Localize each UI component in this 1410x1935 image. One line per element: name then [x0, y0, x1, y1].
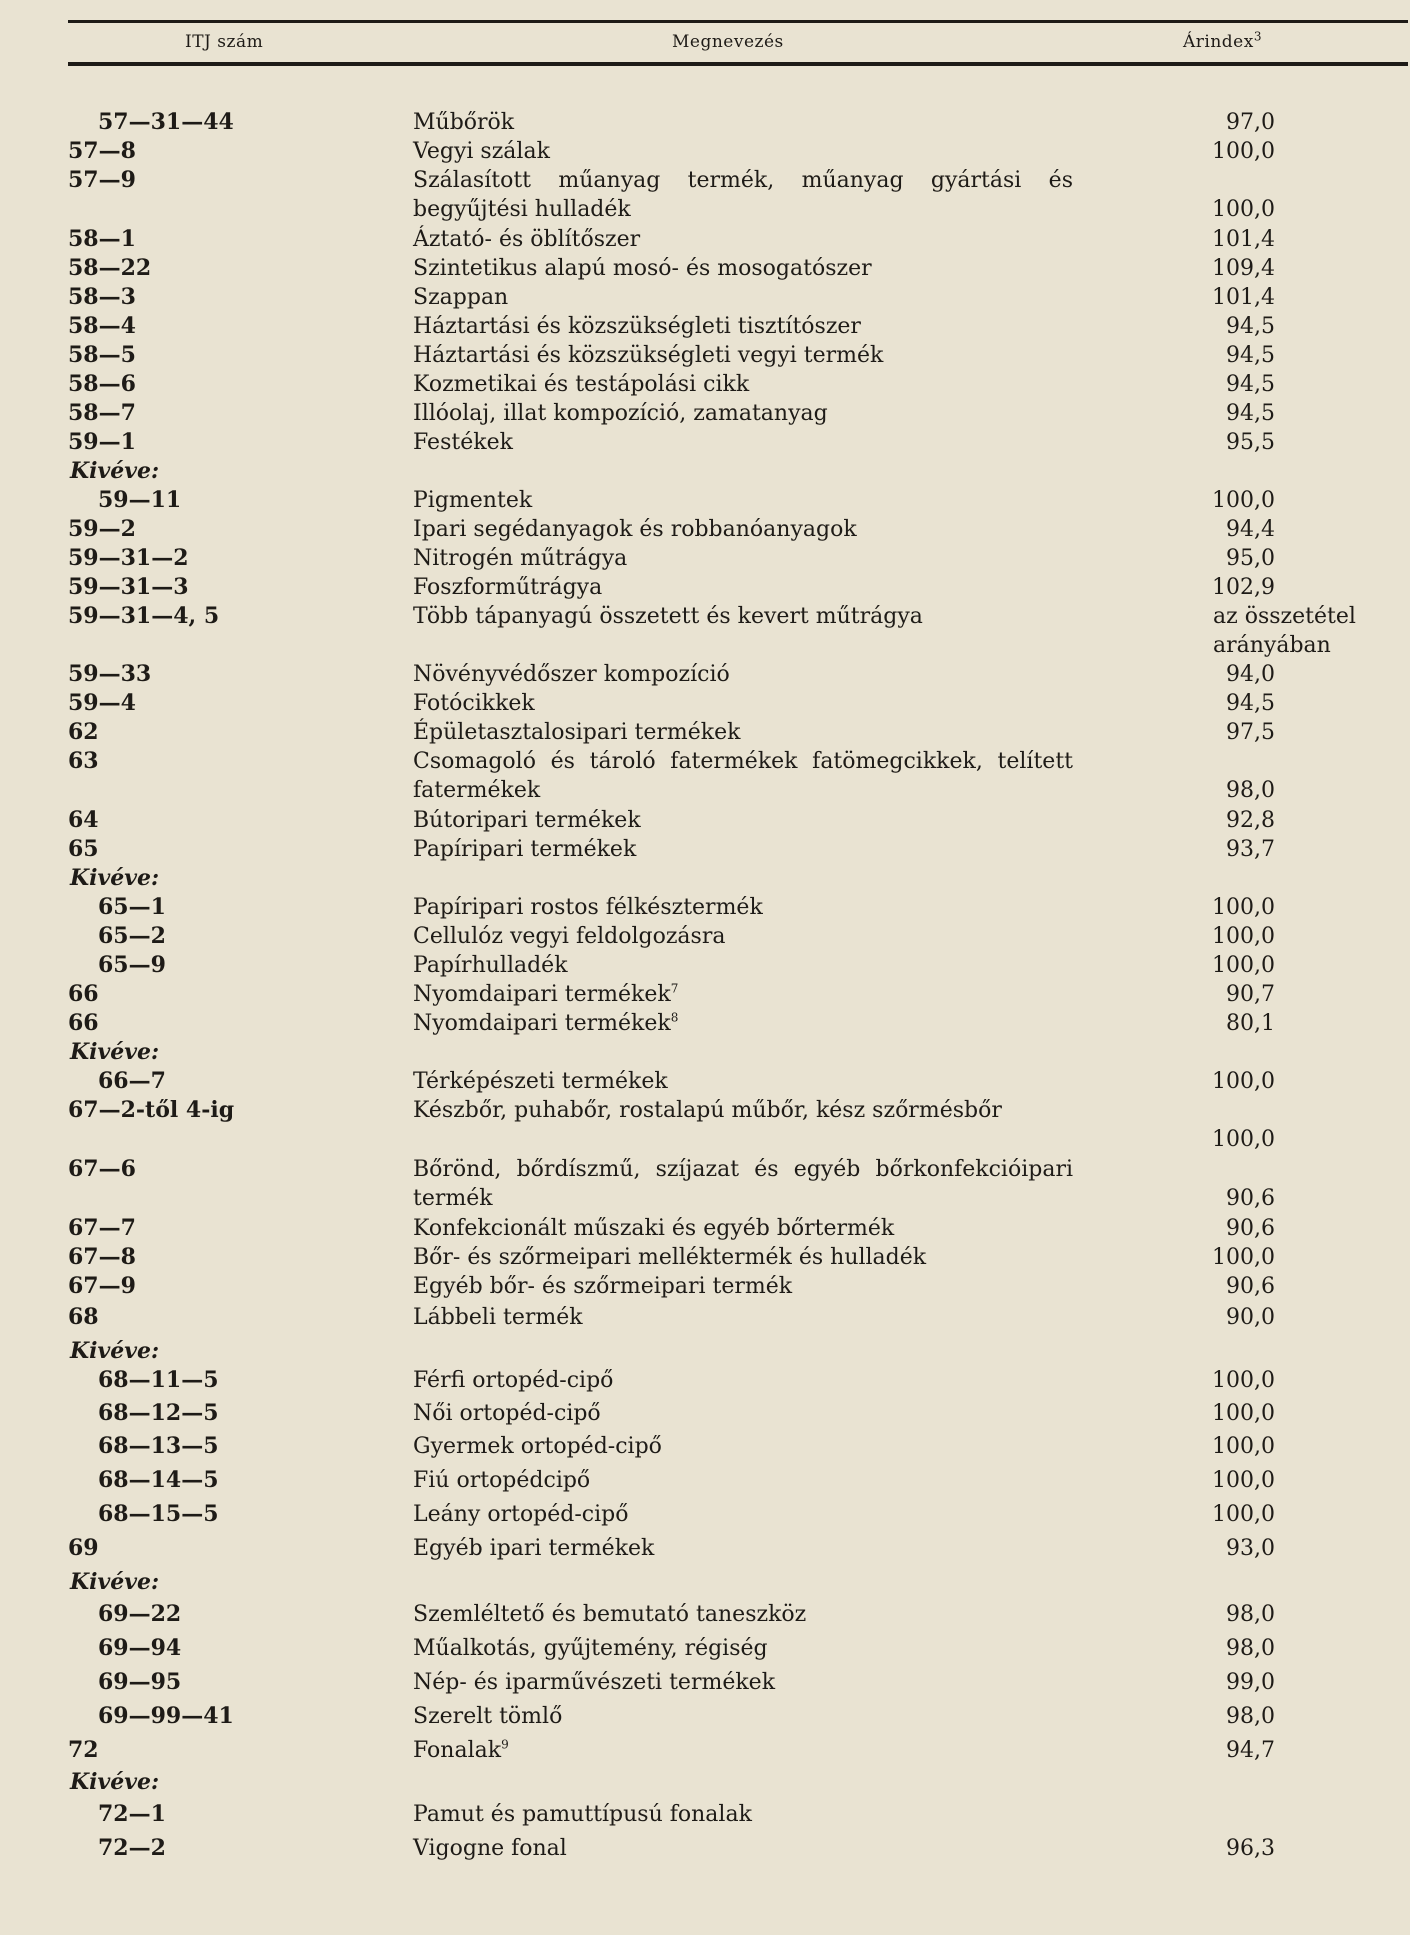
price-index-value: az összetétel arányában: [1213, 604, 1356, 658]
item-name-text: Szintetikus alapú mosó- és mosogatószer: [413, 256, 872, 281]
item-name: [413, 544, 1073, 573]
item-name: [413, 660, 1073, 689]
price-index-value: 100,0: [1212, 1401, 1275, 1426]
itj-code: 69: [68, 1535, 99, 1561]
price-index-value: 98,0: [1226, 778, 1275, 803]
itj-code: 58—5: [68, 342, 136, 368]
item-name-text: Csomagoló és tároló fatermékek fatömegcikkek, telített fatermékek: [413, 749, 1073, 803]
item-name: [413, 283, 1073, 312]
price-index-value: 100,0: [1212, 895, 1275, 920]
itj-code: 59—4: [68, 690, 136, 716]
item-name-text: Férfi ortopéd-cipő: [413, 1368, 614, 1393]
itj-code: 68—13—5: [98, 1433, 219, 1459]
price-index-value: 98,0: [1226, 1602, 1275, 1627]
item-name: [413, 399, 1073, 428]
price-index-value: 109,4: [1212, 256, 1275, 281]
item-name-text: Bútoripari termékek: [413, 808, 641, 833]
table-row: [0, 166, 1410, 224]
price-index-value: 100,0: [1212, 1502, 1275, 1527]
item-name: [413, 1500, 1073, 1529]
price-index-value: 97,5: [1226, 720, 1275, 745]
item-name: [413, 1432, 1073, 1461]
price-index-value: 98,0: [1226, 1636, 1275, 1661]
price-index-value: 90,6: [1226, 1274, 1275, 1299]
item-name-text: Egyéb bőr- és szőrmeipari termék: [413, 1274, 793, 1299]
item-name-text: Műbőrök: [413, 110, 515, 135]
price-index-value: 94,5: [1226, 372, 1275, 397]
itj-code: 59—31—2: [68, 545, 189, 571]
item-name-text: Több tápanyagú összetett és kevert műtrágya: [413, 604, 923, 629]
item-name: [413, 1214, 1073, 1243]
price-index-value: 100,0: [1212, 924, 1275, 949]
itj-code: 69—94: [98, 1635, 182, 1661]
itj-code: 59—11: [98, 487, 182, 513]
item-name-text: Szappan: [413, 285, 509, 310]
item-name-text: Fonalak: [413, 1738, 502, 1763]
item-name: [413, 602, 1073, 631]
price-index-value: 100,0: [1212, 197, 1275, 222]
itj-code: 68: [68, 1304, 99, 1330]
price-index-value: 100,0: [1212, 488, 1275, 513]
itj-code: 57—31—44: [98, 109, 234, 135]
header-arindex: Árindex$^3$: [1183, 29, 1262, 52]
item-name: [413, 1702, 1073, 1731]
except-label: Kivéve:: [70, 1569, 160, 1595]
item-name-text: Foszforműtrágya: [413, 575, 603, 600]
price-index-value: 94,5: [1226, 691, 1275, 716]
itj-code: 67—8: [68, 1244, 136, 1270]
item-name-text: Térképészeti termékek: [413, 1069, 668, 1094]
item-name: [413, 312, 1073, 341]
item-name: [413, 893, 1073, 922]
price-index-value: 95,0: [1226, 546, 1275, 571]
item-name-text: Festékek: [413, 430, 513, 455]
price-index-value: 100,0: [1212, 1127, 1275, 1152]
itj-code: 67—9: [68, 1273, 136, 1299]
item-name: [413, 428, 1073, 457]
item-name: [413, 718, 1073, 747]
item-name: [413, 1600, 1073, 1629]
item-name: [413, 1009, 1073, 1038]
itj-code: 64: [68, 807, 99, 833]
item-name: [413, 486, 1073, 515]
itj-code: 65—9: [98, 952, 166, 978]
item-name-text: Fotócikkek: [413, 691, 535, 716]
itj-code: 65—1: [98, 894, 166, 920]
price-index-value: 90,6: [1226, 1186, 1275, 1211]
item-name-text: Női ortopéd-cipő: [413, 1401, 601, 1426]
price-index-value: 100,0: [1212, 1468, 1275, 1493]
item-name: [413, 980, 1073, 1009]
header-megnevezes: Megnevezés: [672, 32, 784, 52]
itj-code: 67—6: [68, 1156, 136, 1182]
price-index-value: 96,3: [1226, 1836, 1275, 1861]
price-index-value: 100,0: [1212, 1245, 1275, 1270]
price-index-value: 80,1: [1226, 1011, 1275, 1036]
item-name-text: Vigogne fonal: [413, 1836, 567, 1861]
table-row: [0, 747, 1410, 805]
price-index-value: 100,0: [1212, 1368, 1275, 1393]
header-itj-szam: ITJ szám: [185, 32, 264, 52]
item-name: [413, 108, 1073, 137]
itj-code: 62: [68, 719, 99, 745]
footnote-marker: 9: [501, 1737, 509, 1752]
itj-code: 67—2-től 4-ig: [68, 1097, 235, 1123]
footnote-marker: 7: [670, 981, 679, 996]
item-name: [413, 1736, 1073, 1765]
itj-code: 57—9: [68, 167, 136, 193]
item-name-text: Háztartási és közszükségleti tisztítószer: [413, 314, 861, 339]
item-name: [413, 1634, 1073, 1663]
price-index-value: 94,0: [1226, 662, 1275, 687]
itj-code: 68—14—5: [98, 1467, 219, 1493]
itj-code: 59—1: [68, 429, 136, 455]
item-name-text: Bőrönd, bőrdíszmű, szíjazat és egyéb bőrkonfekcióipari termék: [413, 1157, 1073, 1211]
itj-code: 65—2: [98, 923, 166, 949]
price-index-value: 94,5: [1226, 343, 1275, 368]
item-name: [413, 1243, 1073, 1272]
item-name: [413, 1668, 1073, 1697]
itj-code: 59—31—4, 5: [68, 603, 220, 629]
itj-code: 72—1: [98, 1801, 166, 1827]
itj-code: 68—15—5: [98, 1501, 219, 1527]
item-name-text: Kozmetikai és testápolási cikk: [413, 372, 750, 397]
item-name-text: Növényvédőszer kompozíció: [413, 662, 730, 687]
item-name: [413, 689, 1073, 718]
item-name: [413, 922, 1073, 951]
item-name-text: Ipari segédanyagok és robbanóanyagok: [413, 517, 857, 542]
price-index-value: 97,0: [1226, 110, 1275, 135]
itj-code: 65: [68, 836, 99, 862]
item-name: [413, 341, 1073, 370]
itj-code: 58—7: [68, 400, 136, 426]
price-index-value: 94,5: [1226, 401, 1275, 426]
itj-code: 58—1: [68, 226, 136, 252]
item-name: [413, 1303, 1073, 1332]
item-name-text: Épületasztalosipari termékek: [413, 720, 741, 745]
price-index-value: 94,4: [1226, 517, 1275, 542]
price-index-value: 100,0: [1212, 1434, 1275, 1459]
item-name-text: Egyéb ipari termékek: [413, 1536, 655, 1561]
price-index-value: 99,0: [1226, 1670, 1275, 1695]
item-name: [413, 1834, 1073, 1863]
item-name-text: Háztartási és közszükségleti vegyi termék: [413, 343, 884, 368]
item-name: [413, 1534, 1073, 1563]
price-index-value: 93,0: [1226, 1536, 1275, 1561]
itj-code: 68—12—5: [98, 1400, 219, 1426]
price-index-value: 90,7: [1226, 982, 1275, 1007]
item-name-text: Gyermek ortopéd-cipő: [413, 1434, 662, 1459]
item-name-text: Pigmentek: [413, 488, 533, 513]
price-index-value: 100,0: [1212, 1069, 1275, 1094]
price-index-value: 100,0: [1212, 953, 1275, 978]
item-name: [413, 370, 1073, 399]
except-label: Kivéve:: [70, 865, 160, 891]
item-name: [413, 747, 1073, 805]
itj-code: 69—95: [98, 1669, 182, 1695]
itj-code: 59—33: [68, 661, 152, 687]
itj-code: 66: [68, 1010, 99, 1036]
item-name: [413, 1366, 1073, 1395]
item-name: [413, 254, 1073, 283]
top-rule: [68, 20, 1408, 23]
itj-code: 72: [68, 1737, 99, 1763]
item-name-text: Papírhulladék: [413, 953, 568, 978]
item-name-text: Bőr- és szőrmeipari melléktermék és hulladék: [413, 1245, 927, 1270]
itj-code: 58—3: [68, 284, 136, 310]
item-name: [413, 1096, 1073, 1125]
item-name: [413, 1272, 1073, 1301]
item-name-text: Vegyi szálak: [413, 139, 550, 164]
footnote-marker: 8: [670, 1010, 679, 1025]
itj-code: 57—8: [68, 138, 136, 164]
price-index-value: 101,4: [1212, 227, 1275, 252]
price-index-value: 90,6: [1226, 1216, 1275, 1241]
itj-code: 68—11—5: [98, 1367, 219, 1393]
table-row: [0, 1155, 1410, 1213]
price-index-value: 95,5: [1226, 430, 1275, 455]
item-name-text: Illóolaj, illat kompozíció, zamatanyag: [413, 401, 828, 426]
item-name: [413, 515, 1073, 544]
item-name-text: Fiú ortopédcipő: [413, 1468, 591, 1493]
price-index-value: 92,8: [1226, 808, 1275, 833]
item-name: [413, 166, 1073, 224]
item-name-text: Készbőr, puhabőr, rostalapú műbőr, kész szőrmésbőr: [413, 1098, 1002, 1123]
itj-code: 58—22: [68, 255, 152, 281]
itj-code: 66—7: [98, 1068, 166, 1094]
item-name-text: Műalkotás, gyűjtemény, régiség: [413, 1636, 768, 1661]
item-name: [413, 137, 1073, 166]
item-name-text: Cellulóz vegyi feldolgozásra: [413, 924, 726, 949]
item-name: [413, 1155, 1073, 1213]
itj-code: 63: [68, 748, 99, 774]
except-label: Kivéve:: [70, 458, 160, 484]
price-index-value: 98,0: [1226, 1704, 1275, 1729]
except-label: Kivéve:: [70, 1769, 160, 1795]
itj-code: 69—22: [98, 1601, 182, 1627]
item-name-text: Nyomdaipari termékek: [413, 982, 671, 1007]
item-name-text: Szemléltető és bemutató taneszköz: [413, 1602, 807, 1627]
item-name-text: Nitrogén műtrágya: [413, 546, 628, 571]
header-rule: [68, 62, 1408, 66]
item-name: [413, 573, 1073, 602]
except-label: Kivéve:: [70, 1338, 160, 1364]
itj-code: 67—7: [68, 1215, 136, 1241]
item-name-text: Konfekcionált műszaki és egyéb bőrtermék: [413, 1216, 895, 1241]
itj-code: 66: [68, 981, 99, 1007]
item-name-text: Szerelt tömlő: [413, 1704, 563, 1729]
table-row: [0, 1096, 1410, 1154]
itj-code: 58—6: [68, 371, 136, 397]
item-name: [413, 1067, 1073, 1096]
itj-code: 59—31—3: [68, 574, 189, 600]
price-index-value: 100,0: [1212, 139, 1275, 164]
price-index-value: 102,9: [1212, 575, 1275, 600]
price-index-value: 94,7: [1226, 1738, 1275, 1763]
item-name-text: Pamut és pamuttípusú fonalak: [413, 1802, 752, 1827]
item-name: [413, 1800, 1073, 1829]
item-name: [413, 225, 1073, 254]
item-name: [413, 951, 1073, 980]
item-name-text: Papíripari rostos félkésztermék: [413, 895, 763, 920]
item-name: [413, 1399, 1073, 1428]
item-name: [413, 835, 1073, 864]
item-name-text: Papíripari termékek: [413, 837, 637, 862]
item-name-text: Nyomdaipari termékek: [413, 1011, 671, 1036]
except-label: Kivéve:: [70, 1039, 160, 1065]
item-name-text: Szálasított műanyag termék, műanyag gyártási és begyűjtési hulladék: [413, 168, 1073, 222]
itj-code: 59—2: [68, 516, 136, 542]
itj-code: 58—4: [68, 313, 136, 339]
itj-code: 72—2: [98, 1835, 166, 1861]
price-index-value: 90,0: [1226, 1305, 1275, 1330]
item-name-text: Áztató- és öblítőszer: [413, 227, 641, 252]
price-index-value: 101,4: [1212, 285, 1275, 310]
item-name-text: Leány ortopéd-cipő: [413, 1502, 629, 1527]
item-name: [413, 1466, 1073, 1495]
price-index-value: 93,7: [1226, 837, 1275, 862]
price-index-value: 94,5: [1226, 314, 1275, 339]
itj-code: 69—99—41: [98, 1703, 234, 1729]
item-name: [413, 806, 1073, 835]
item-name-text: Nép- és iparművészeti termékek: [413, 1670, 776, 1695]
item-name-text: Lábbeli termék: [413, 1305, 583, 1330]
